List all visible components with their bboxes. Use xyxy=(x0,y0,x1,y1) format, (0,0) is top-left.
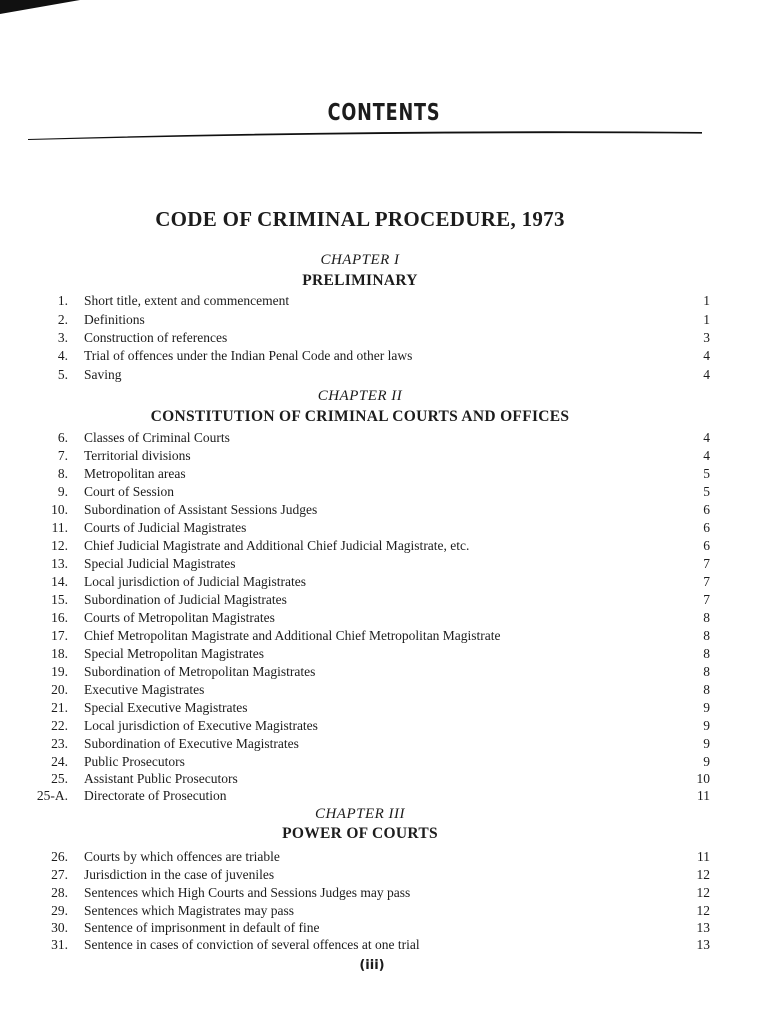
toc-entry[interactable] xyxy=(0,699,768,717)
page-ref: 6 xyxy=(703,520,710,535)
section-number: 26. xyxy=(51,849,68,864)
chapter-title: POWER OF COURTS xyxy=(282,825,438,842)
section-title: Sentences which High Courts and Sessions Judges may pass xyxy=(84,885,411,900)
section-title: Metropolitan areas xyxy=(84,466,186,481)
section-title: Chief Metropolitan Magistrate and Additional Chief Metropolitan Magistrate xyxy=(84,628,501,643)
section-number: 19. xyxy=(51,664,68,679)
section-title: Local jurisdiction of Executive Magistrates xyxy=(84,718,318,733)
section-title: Court of Session xyxy=(84,484,175,499)
section-number: 6. xyxy=(57,430,68,445)
section-number: 25. xyxy=(51,771,68,786)
section-title: Special Judicial Magistrates xyxy=(84,556,236,571)
toc-entry[interactable] xyxy=(0,329,768,347)
section-title: Directorate of Prosecution xyxy=(84,788,227,803)
page-ref: 13 xyxy=(696,920,710,935)
section-title: Territorial divisions xyxy=(84,448,191,463)
section-number: 20. xyxy=(51,682,68,697)
toc-entry[interactable] xyxy=(0,465,768,483)
toc-entry[interactable] xyxy=(0,848,768,866)
section-number: 28. xyxy=(51,885,68,900)
section-title: Chief Judicial Magistrate and Additional Chief Judicial Magistrate, etc. xyxy=(84,538,470,553)
section-number: 21. xyxy=(51,700,68,715)
page-ref: 11 xyxy=(697,788,710,803)
toc-entry[interactable] xyxy=(0,573,768,591)
section-title: Courts of Metropolitan Magistrates xyxy=(84,610,275,625)
section-number: 4. xyxy=(57,348,68,363)
section-number: 14. xyxy=(51,574,68,589)
toc-entry[interactable] xyxy=(0,347,768,365)
document-title: CODE OF CRIMINAL PROCEDURE, 1973 xyxy=(155,207,565,231)
toc-entry[interactable] xyxy=(0,936,768,954)
page-ref: 12 xyxy=(696,903,710,918)
toc-entry[interactable] xyxy=(0,429,768,447)
page-ref: 8 xyxy=(703,664,710,679)
toc-entry[interactable] xyxy=(0,787,768,805)
toc-entry[interactable] xyxy=(0,645,768,663)
page-ref: 7 xyxy=(703,592,710,607)
toc-entry[interactable] xyxy=(0,292,768,310)
page-ref: 4 xyxy=(703,448,710,463)
section-title: Assistant Public Prosecutors xyxy=(84,771,238,786)
page-ref: 4 xyxy=(703,430,710,445)
section-title: Sentence in cases of conviction of several offences at one trial xyxy=(84,937,420,952)
page-corner-shadow xyxy=(0,0,80,14)
page-ref: 9 xyxy=(703,736,710,751)
section-number: 3. xyxy=(57,330,68,345)
page-ref: 13 xyxy=(696,937,710,952)
toc-entry[interactable] xyxy=(0,447,768,465)
section-title: Trial of offences under the Indian Penal Code and other laws xyxy=(84,348,413,363)
section-number: 16. xyxy=(51,610,68,625)
page-ref: 9 xyxy=(703,754,710,769)
section-number: 8. xyxy=(57,466,68,481)
section-title: Short title, extent and commencement xyxy=(84,293,290,308)
section-title: Subordination of Judicial Magistrates xyxy=(84,592,287,607)
page-ref: 6 xyxy=(703,502,710,517)
section-number: 22. xyxy=(51,718,68,733)
chapter-label: CHAPTER III xyxy=(314,806,406,822)
page-ref: 3 xyxy=(703,330,710,345)
page-ref: 5 xyxy=(703,466,710,481)
section-title: Construction of references xyxy=(84,330,228,345)
section-number: 25-A. xyxy=(36,788,68,803)
section-number: 17. xyxy=(51,628,68,643)
chapter-title: CONSTITUTION OF CRIMINAL COURTS AND OFFICES xyxy=(150,408,570,425)
page-ref: 1 xyxy=(703,293,710,308)
page-ref: 11 xyxy=(697,849,710,864)
section-number: 13. xyxy=(51,556,68,571)
toc-entry[interactable] xyxy=(0,591,768,609)
section-title: Saving xyxy=(84,367,122,382)
toc-entry[interactable] xyxy=(0,366,768,384)
section-number: 2. xyxy=(57,312,68,327)
section-number: 9. xyxy=(57,484,68,499)
section-title: Sentence of imprisonment in default of fine xyxy=(84,920,320,935)
section-number: 23. xyxy=(51,736,68,751)
heading-rule xyxy=(28,130,702,140)
toc-entry[interactable] xyxy=(0,866,768,884)
section-title: Public Prosecutors xyxy=(84,754,185,769)
page-ref: 7 xyxy=(703,574,710,589)
section-title: Jurisdiction in the case of juveniles xyxy=(84,867,275,882)
section-number: 31. xyxy=(51,937,68,952)
contents-heading: CONTENTS xyxy=(327,100,441,126)
page-ref: 12 xyxy=(696,885,710,900)
page-ref: 9 xyxy=(703,718,710,733)
toc-entry[interactable] xyxy=(0,770,768,788)
toc-entry[interactable] xyxy=(0,537,768,555)
section-title: Subordination of Assistant Sessions Judges xyxy=(84,502,318,517)
page-ref: 10 xyxy=(696,771,710,786)
page-ref: 8 xyxy=(703,628,710,643)
toc-entry[interactable] xyxy=(0,681,768,699)
section-number: 24. xyxy=(51,754,68,769)
page-ref: 8 xyxy=(703,646,710,661)
page-ref: 1 xyxy=(703,312,710,327)
section-number: 30. xyxy=(51,920,68,935)
section-title: Sentences which Magistrates may pass xyxy=(84,903,294,918)
chapter-title: PRELIMINARY xyxy=(302,272,418,289)
toc-entry[interactable] xyxy=(0,555,768,573)
section-title: Executive Magistrates xyxy=(84,682,205,697)
toc-entry[interactable] xyxy=(0,753,768,771)
section-number: 11. xyxy=(51,520,68,535)
page-ref: 4 xyxy=(703,348,710,363)
toc-entry[interactable] xyxy=(0,884,768,902)
section-title: Subordination of Metropolitan Magistrates xyxy=(84,664,316,679)
section-title: Courts of Judicial Magistrates xyxy=(84,520,247,535)
section-number: 5. xyxy=(57,367,68,382)
toc-entry[interactable] xyxy=(0,483,768,501)
section-title: Special Metropolitan Magistrates xyxy=(84,646,264,661)
toc-entry[interactable] xyxy=(0,311,768,329)
section-number: 29. xyxy=(51,903,68,918)
toc-entry[interactable] xyxy=(0,501,768,519)
section-title: Subordination of Executive Magistrates xyxy=(84,736,299,751)
section-title: Special Executive Magistrates xyxy=(84,700,248,715)
toc-entry[interactable] xyxy=(0,627,768,645)
page-ref: 12 xyxy=(696,867,710,882)
page-ref: 9 xyxy=(703,700,710,715)
chapter-label: CHAPTER II xyxy=(317,388,403,404)
section-number: 1. xyxy=(57,293,68,308)
page-number: (iii) xyxy=(359,958,385,973)
section-number: 7. xyxy=(57,448,68,463)
section-number: 27. xyxy=(51,867,68,882)
page-ref: 6 xyxy=(703,538,710,553)
toc-entry[interactable] xyxy=(0,919,768,937)
section-title: Local jurisdiction of Judicial Magistrates xyxy=(84,574,306,589)
toc-entry[interactable] xyxy=(0,717,768,735)
toc-entry[interactable] xyxy=(0,519,768,537)
toc-entry[interactable] xyxy=(0,609,768,627)
section-title: Courts by which offences are triable xyxy=(84,849,280,864)
page-ref: 7 xyxy=(703,556,710,571)
section-number: 18. xyxy=(51,646,68,661)
toc-entry[interactable] xyxy=(0,735,768,753)
page-ref: 8 xyxy=(703,682,710,697)
section-title: Classes of Criminal Courts xyxy=(84,430,230,445)
section-number: 10. xyxy=(51,502,68,517)
chapter-label: CHAPTER I xyxy=(320,252,400,268)
toc-entry[interactable] xyxy=(0,902,768,920)
page-ref: 5 xyxy=(703,484,710,499)
page-ref: 4 xyxy=(703,367,710,382)
section-title: Definitions xyxy=(84,312,145,327)
toc-entry[interactable] xyxy=(0,663,768,681)
section-number: 15. xyxy=(51,592,68,607)
section-number: 12. xyxy=(51,538,68,553)
page-ref: 8 xyxy=(703,610,710,625)
